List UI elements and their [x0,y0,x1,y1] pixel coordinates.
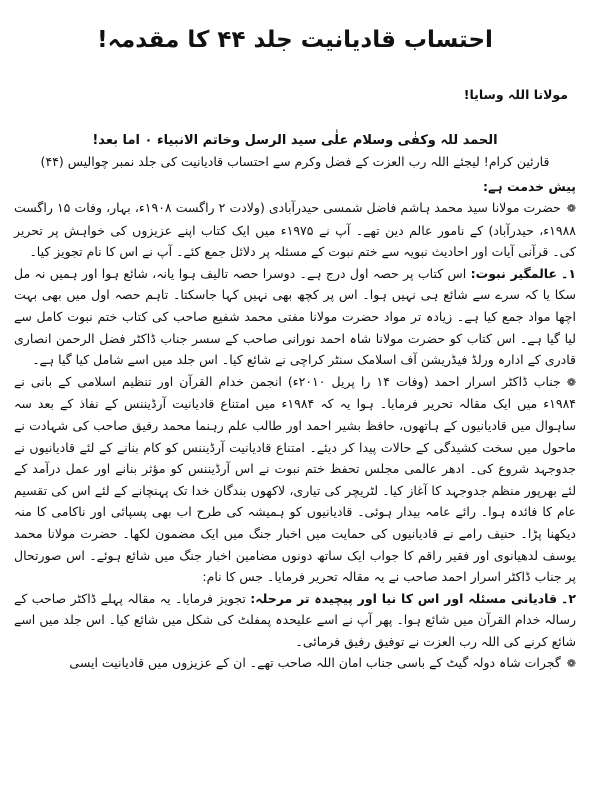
paragraph-1-text: حضرت مولانا سید محمد ہاشم فاضل شمسی حیدرآبادی (ولادت ۲ راگست ۱۹۰۸ء، بہار، وفات ۱۵ راگست ۱۹۸۸ء، حیدرآباد) کے نامور عالم دین تھے۔ آپ نے ۱۹۷۵ء میں ایک کتاب اپنے عزیزوں کی خواہش پر تحریر کی۔ قرآنی آیات اور احادیث نبویہ سے ختم نبوت کے مسئلہ پر دلائل جمع کئے۔ آپ نے اس کا نام تجویز کیا۔ [14,200,576,260]
paragraph-1 [14,197,576,263]
paragraph-5 [14,652,576,675]
invocation-line: الحمد للہ وکفٰی وسلام علٰی سید الرسل وخاتم الانبیاء ۰ اما بعد! [92,133,498,148]
paragraph-4 [14,588,576,653]
paragraph-2-text: اس کتاب پر حصہ اول درج ہے۔ دوسرا حصہ تالیف ہوا یانہ، شائع ہوا اور ہمیں نہ مل سکا یا کہ سرے سے شائع ہی نہیں ہوا۔ اس پر کچھ بھی نہیں کہا جاسکتا۔ تاہم حصہ اول میں بھی بہت اچھا مواد جمع کیا ہے۔ زیادہ تر مواد حضرت مولانا مفتی محمد شفیع صاحب کی کتاب ختم نبوت کامل سے لیا گیا ہے۔ اس کتاب کو حضرت مولانا شاہ احمد نورانی صاحب کے سسر جناب ڈاکٹر فضل الرحمن انصاری قادری کے ادارہ ورلڈ فیڈریشن آف اسلامک سنٹر کراچی نے شائع کیا۔ اس جلد میں اسے شامل کیا گیا ہے۔ [14,265,576,368]
paragraph-4-text: تجویز فرمایا۔ یہ مقالہ پہلے ڈاکٹر صاحب کے رسالہ خدام القرآن میں شائع ہوا۔ پھر آپ نے اسے علیحدہ پمفلٹ کی شکل میں شائع کیا۔ اس جلد میں اسے شائع کرنے کی اللہ رب العزت نے توفیق رفیق فرمائی۔ [14,590,576,649]
paragraph-3-text: جناب ڈاکٹر اسرار احمد (وفات ۱۴ را پریل ۲۰۱۰ء) انجمن خدام القرآن اور تنظیم اسلامی کے بانی نے ۱۹۸۴ء میں ایک مقالہ تحریر فرمایا۔ ہوا یہ کہ ۱۹۸۴ء میں امتناع قادیانیت آرڈیننس کے نفاذ کے بعد سہ ساہوال میں قادیانیوں کے ہاتھوں، حافظ بشیر احمد اور طالب علم رہنما محمد رفیق صاحب کی شہادت نے ماحول میں سخت کشیدگی کے حالات پیدا کر دیئے۔ امتناع قادیانیت آرڈیننس کو کام بنانے کے لئے قادیانیوں نے جدوجہد شروع کی۔ ادھر عالمی مجلس تحفظ ختم نبوت نے اس آرڈیننس کو مؤثر بنانے اور عمل درآمد کے لئے بھرپور منظم جدوجہد کا آغاز کیا۔ لٹریچر کی تیاری، لاکھوں بندگان خدا تک پہنچانے کے لئے اس کی تقسیم عام کا فائدہ ہوا۔ رائے عامہ بیدار ہوئی۔ قادیانیوں کو ہمیشہ کی طرح اب بھی پسپائی اور ناکامی کا منہ دیکھنا پڑا۔ حنیف رامے نے قادیانیوں کی حمایت میں اخبار جنگ میں ایک مضمون لکھا۔ حضرت مولانا محمد یوسف لدھیانوی اور فقیر راقم کا جواب ایک ساتھ دونوں مضامین اخبار جنگ میں شائع ہوئے۔ اس صورتحال پر جناب ڈاکٹر اسرار احمد صاحب نے یہ مقالہ تحریر فرمایا۔ جس کا نام: [14,373,576,585]
item-number: ۱۔ [561,265,576,281]
flower-bullet-icon: ❁ [566,657,576,671]
page-title: احتساب قادیانیت جلد ۴۴ کا مقدمہ! [97,27,493,53]
paragraph-2 [14,263,576,371]
book-title: عالمگیر نبوت: [470,265,558,281]
intro-line: قارئین کرام! لیجئے اللہ رب العزت کے فضل وکرم سے احتساب قادیانیت کی جلد نمبر چوالیس (۴۴) [40,154,550,169]
item-number: ۲۔ [561,590,576,606]
service-heading: پیش خدمت ہے: [482,179,576,194]
paragraph-5-text: گجرات شاہ دولہ گیٹ کے باسی جناب امان اللہ صاحب تھے۔ ان کے عزیزوں میں قادیانیت ایسی [69,655,561,671]
author-name: مولانا اللہ وسایا! [463,87,568,102]
flower-bullet-icon: ❁ [566,202,576,215]
book-title: قادیانی مسئلہ اور اس کا نیا اور پیچیدہ تر مرحلہ: [250,590,558,606]
paragraph-3 [14,371,576,588]
flower-bullet-icon: ❁ [566,375,576,389]
